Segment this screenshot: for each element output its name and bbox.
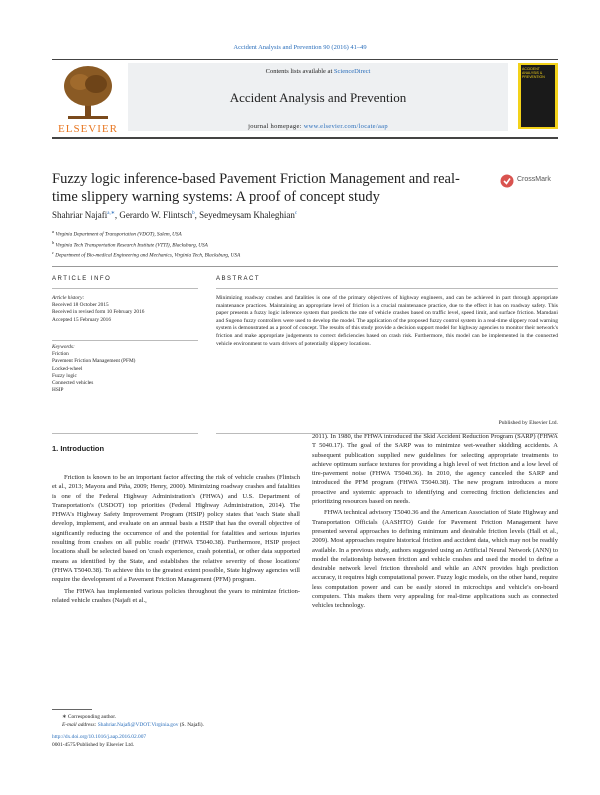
cover-title: ACCIDENT ANALYSIS & PREVENTION (522, 67, 545, 79)
author-superscript[interactable]: b (192, 211, 195, 216)
footnotes (52, 713, 312, 750)
keywords-rule (52, 340, 198, 341)
article-title: Fuzzy logic inference-based Pavement Friction Management and real-time slippery warning systems: A proof of concept study (52, 171, 460, 205)
crossmark-label: CrossMark (517, 176, 551, 183)
elsevier-tree-logo (58, 62, 118, 128)
affiliation-sup: b (52, 239, 55, 245)
info-bottom-rule (52, 433, 198, 434)
publisher-note: Published by Elsevier Ltd. (498, 420, 558, 426)
affiliations (52, 228, 240, 260)
keyword-item: Friction (52, 351, 69, 358)
crossmark-icon (500, 174, 514, 188)
affiliation-sup: a (52, 229, 55, 234)
elsevier-wordmark: ELSEVIER (58, 123, 118, 135)
body-right-column (312, 432, 558, 611)
introduction-heading: 1. Introduction (52, 444, 105, 453)
body-paragraph: Friction is known to be an important factor affecting the risk of vehicle crashes (Flintsch et al., 2013; Mayora and Piña, 2009; Henry, 2000). Minimizing roadway crashes and fatalities is one of the Federal Highway Administration's (FHWA) and U.S. Department of Transportation's (USDOT) top priorities (Federal Highway Administration, 2014). The FHWA's Highway Safety Improvement Program (HSIP) policy states that 'each State shall develop, implement, and evaluate on an annual basis a HSIP that has the overall objective of significantly reducing the occurrence of and the potential for fatalities and serious injuries resulting from crashes on all public roads' (FHWA T5040.38). Furthermore, HSIP project locations shall be selected based on 'crash experience, crash potential, or other data supported means as identified by the State, and establishes the relative severity of those locations' (FHWA T5040.38). To achieve this to the greatest extent possible, State highway agencies will require the development of a Pavement Friction Management (PFM) program. (52, 474, 300, 584)
doi-link[interactable]: http://dx.doi.org/10.1016/j.aap.2016.02.007 (52, 733, 147, 740)
affiliation-sup: c (52, 250, 54, 256)
header-top-rule (52, 59, 558, 60)
homepage-label: journal homepage: (248, 123, 302, 130)
author-name[interactable]: Gerardo W. Flintsch (119, 210, 193, 220)
keyword-item: Fuzzy logic (52, 372, 77, 379)
contents-line (128, 68, 508, 75)
affiliation-text: Virginia Department of Transportation (VDOT), Salem, USA (55, 231, 182, 238)
footnote-rule (52, 709, 92, 710)
affiliation-text: Department of Bio-medical Engineering and Mechanics, Virginia Tech, Blacksburg, USA (55, 253, 241, 260)
homepage-link[interactable]: www.elsevier.com/locate/aap (303, 123, 388, 130)
affiliation-item (52, 239, 240, 250)
info-top-rule (52, 266, 558, 267)
crossmark-badge[interactable] (500, 174, 556, 188)
article-info-heading: ARTICLE INFO (52, 276, 112, 282)
email-suffix: (S. Najafi). (179, 722, 204, 729)
affiliation-text: Virginia Tech Transportation Research Institute (VTTI), Blacksburg, USA (55, 242, 208, 249)
body-paragraph: 2011). In 1980, the FHWA introduced the Skid Accident Reduction Program (SARP) (FHWA T 5040.17). The goal of the SARP was to minimize wet-weather skidding accidents. A subsequent publication supplied new guidelines for selecting appropriate treatments to achieve optimum surface textures for providing a high level of wet friction and a low level of tire-pavement noise (FHWA T5040.36). In 2010, the agency canceled the SARP and introduced the PFM program (FHWA T5040.38). The new program introduces a more proactive and systemic approach to identifying and correcting friction deficiencies and prioritizing resources based on needs. (312, 433, 558, 506)
abstract-text: Minimizing roadway crashes and fatalities is one of the primary objectives of highway engineers, and can be achieved in part through appropriate maintenance practices. Maintaining an appropriate level of friction is a crucial maintenance practice, due to the effect it has on roadway safety. This paper presents a fuzzy logic inference system that predicts the rate of vehicle crashes based on traffic level, speed limit, and surface friction. Mamdani and Sugeno fuzzy controllers were used to develop the model. The application of the proposed fuzzy control system in a real-time slippery road warning system is demonstrated as a proof of concept. The results of this study provide a decision support model for highway agencies to monitor their network's friction and make appropriate judgements to correct deficiencies based on crash risk. Furthermore, this model can be implemented in the connected vehicle environment to warn drivers of potentially slippery locations. (216, 295, 558, 347)
history-item: Received in revised form 10 February 2016 (52, 309, 145, 316)
author-name[interactable]: Seyedmeysam Khaleghian (199, 210, 295, 220)
author-list: Shahriar Najafi$^{a,∗}$, Gerardo W. Flintsch$^b$, Seyedmeysam Khaleghian$^c$ (52, 210, 298, 220)
journal-cover-thumbnail (518, 63, 558, 129)
body-left-column (52, 473, 300, 605)
abstract-heading: ABSTRACT (216, 276, 261, 282)
abstract-heading-rule (216, 288, 558, 289)
body-paragraph: FHWA technical advisory T5040.36 and the American Association of State Highway and Transportation Officials (AASHTO) Guide for Pavement Friction Management have presented several approaches to defining minimum and desirable friction levels (Hall et al., 2009). Most approaches require historical friction and accident data, which may not be readily available. In a previous study, authors suggested using an Artificial Neural Network (ANN) to model the relationship between friction and vehicle crashes and used the model to define a desirable network level friction threshold and while an ANN provides high prediction accuracy, it requires high computational power. Fuzzy logic models, on the other hand, require less computation power and can be easily stored in microchips and vehicle's on-board computers. This makes them very appealing for real-time applications such as connected vehicles technology. (312, 509, 558, 610)
history-item: Received 18 October 2015 (52, 302, 109, 309)
affiliation-item (52, 249, 240, 260)
email-link[interactable]: Shahriar.Najafi@VDOT.Virginia.gov (97, 722, 179, 729)
journal-homepage (128, 123, 508, 130)
journal-citation[interactable]: Accident Analysis and Prevention 90 (2016) 41–49 (233, 44, 367, 51)
keywords-label: Keywords: (52, 344, 75, 350)
copyright-line: 0001-4575/Published by Elsevier Ltd. (52, 742, 135, 749)
author-name[interactable]: Shahriar Najafi (52, 210, 108, 220)
keyword-item: Locked-wheel (52, 365, 83, 372)
keyword-item: Connected vehicles (52, 380, 94, 387)
keyword-item: Pavement Friction Management (PFM) (52, 358, 136, 365)
author-superscript[interactable]: a,∗ (107, 211, 115, 216)
author-superscript[interactable]: c (294, 211, 298, 216)
history-item: Accepted 15 February 2016 (52, 316, 111, 323)
email-line (52, 721, 312, 729)
keyword-item: HSIP (52, 387, 64, 394)
body-paragraph: The FHWA has implemented various policies throughout the years to minimize friction-related vehicle crashes (Najafi et al., (52, 587, 300, 604)
keywords-block (52, 344, 192, 394)
contents-prefix: Contents lists available at (265, 68, 333, 75)
history-label: Article history: (52, 295, 85, 301)
affiliation-item (52, 228, 240, 239)
journal-title: Accident Analysis and Prevention (229, 90, 407, 105)
article-info-block (52, 295, 192, 324)
info-heading-rule (52, 288, 198, 289)
email-label: E-mail address: (62, 722, 97, 729)
sciencedirect-link[interactable]: ScienceDirect (333, 68, 371, 75)
header-bottom-rule (52, 137, 558, 139)
corresponding-author-note: ∗ Corresponding author. (62, 714, 117, 720)
